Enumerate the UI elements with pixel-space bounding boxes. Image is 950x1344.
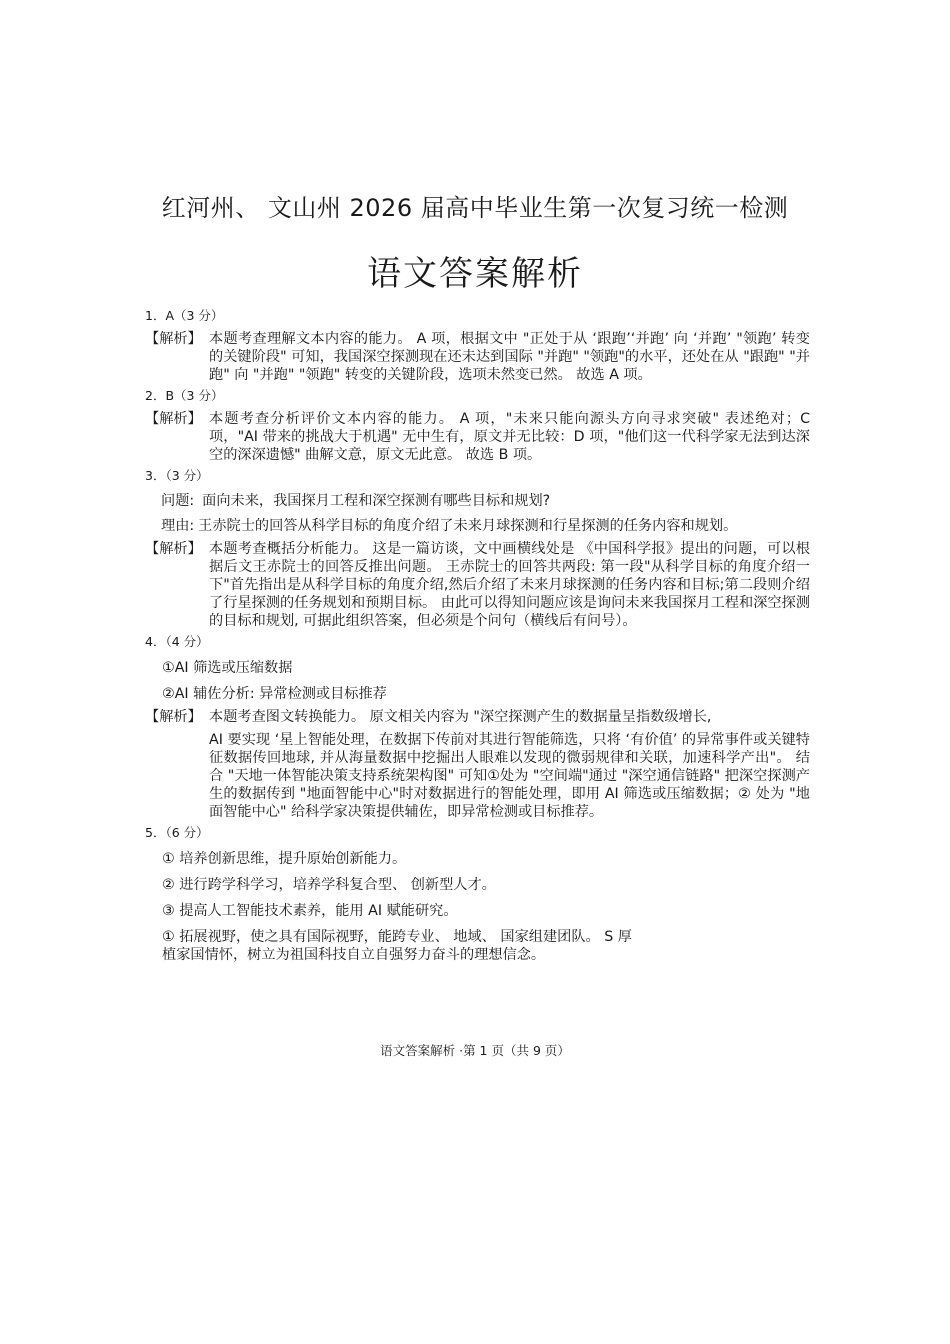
question-5-answer-4: ① 拓展视野，使之具有国际视野，能跨专业、 地域、 国家组建团队。 S 厚植家国情怀，树立为祖国科技自立自强努力奋斗的理想信念。	[162, 929, 632, 963]
question-2-number: 2．B（3 分）	[145, 388, 224, 403]
question-5-answer-1: ① 培养创新思维，提升原始创新能力。	[162, 851, 407, 867]
question-3-reason	[161, 517, 810, 535]
question-5-answer-3: ③ 提高人工智能技术素养，能用 AI 赋能研究。	[162, 903, 458, 919]
question-4-analysis	[145, 708, 810, 726]
document-title: 红河州、 文山州 2026 届高中毕业生第一次复习统一检测	[161, 194, 789, 222]
question-4-analysis-continued: AI 要实现 ‘星上智能处理，在数据下传前对其进行智能筛选，只将 ‘有价值’ 的异常事件或关键特征数据传回地球, 并从海量数据中挖掘出人眼难以发现的微弱规律和关联，加速科学产出"。 结合 "天地一体智能决策支持系统架构图" 可知①处为 "空间端"通过 "深空通信链路" 把深空探测产生的数据传到 "地面智能中心"时对数据进行的智能处理，即用 AI 筛选或压缩数据；② 处为 "地面智能中心" 给科学家决策提供辅佐，即异常检测或目标推荐。	[209, 732, 810, 820]
question-5-number: 5．（6 分）	[145, 825, 209, 840]
document-subtitle: 语文答案解析	[367, 254, 583, 294]
analysis-tag: 【解析】	[145, 331, 202, 347]
question-5-answer-2: ② 进行跨学科学习，培养学科复合型、 创新型人才。	[162, 877, 496, 893]
reason-text: 王赤院士的回答从科学目标的角度介绍了未来月球探测和行星探测的任务内容和规划。	[198, 518, 738, 534]
analysis-tag: 【解析】	[145, 541, 202, 557]
analysis-text: 本题考查分析评价文本内容的能力。 A 项，"未来只能向源头方向寻求突破" 表述绝对；C 项，"AI 带来的挑战大于机遇" 无中生有，原文并无比较：D 项，"他们这一代科学家无法到达深空的深深遗憾" 曲解文意，原文无此意。 故选 B 项。	[209, 411, 810, 463]
question-text: 面向未来，我国探月工程和深空探测有哪些目标和规划?	[202, 493, 551, 509]
reason-label: 理由:	[161, 518, 195, 534]
question-3-number: 3．（3 分）	[145, 468, 209, 483]
question-3-analysis	[145, 540, 810, 630]
analysis-tag: 【解析】	[145, 411, 202, 427]
question-4-answer-2: ②AI 辅佐分析: 异常检测或目标推荐	[162, 686, 387, 702]
analysis-text: 本题考查概括分析能力。 这是一篇访谈，文中画横线处是 《中国科学报》提出的问题，可以根据后文王赤院士的回答反推出问题。 王赤院士的回答共两段: 第一段"从科学目标的角度介绍一下"首先指出是从科学目标的角度介绍,然后介绍了未来月球探测的任务内容和目标;第二段则介绍了行星探测的任务规划和预期目标。 由此可以得知问题应该是询问未来我国探月工程和深空探测的目标和规划, 可据此组织答案，但必须是个问句（横线后有问号）。	[209, 541, 810, 629]
analysis-tag: 【解析】	[145, 709, 202, 725]
question-1-number: 1．A（3 分）	[145, 308, 224, 323]
question-4-number: 4．（4 分）	[145, 634, 209, 649]
analysis-text: 本题考查图文转换能力。 原文相关内容为 "深空探测产生的数据量呈指数级增长,	[209, 709, 712, 725]
question-label: 问题:	[161, 493, 195, 509]
question-4-answer-1: ①AI 筛选或压缩数据	[162, 660, 293, 676]
analysis-text: 本题考查理解文本内容的能力。 A 项，根据文中 "正处于从 ‘跟跑’‘并跑’ 向 ‘并跑’ "领跑’ 转变的关键阶段" 可知，我国深空探测现在还未达到国际 "并跑" "领跑"的水平，还处在从 "跟跑" "并跑" 向 "并跑" "领跑" 转变的关键阶段，选项未然变已然。 故选 A 项。	[209, 331, 810, 383]
question-1-analysis	[145, 330, 810, 384]
question-3-question	[161, 492, 810, 510]
question-2-analysis	[145, 410, 810, 464]
page-footer: 语文答案解析 ·第 1 页（共 9 页）	[380, 1043, 570, 1058]
answer-content	[145, 304, 810, 964]
